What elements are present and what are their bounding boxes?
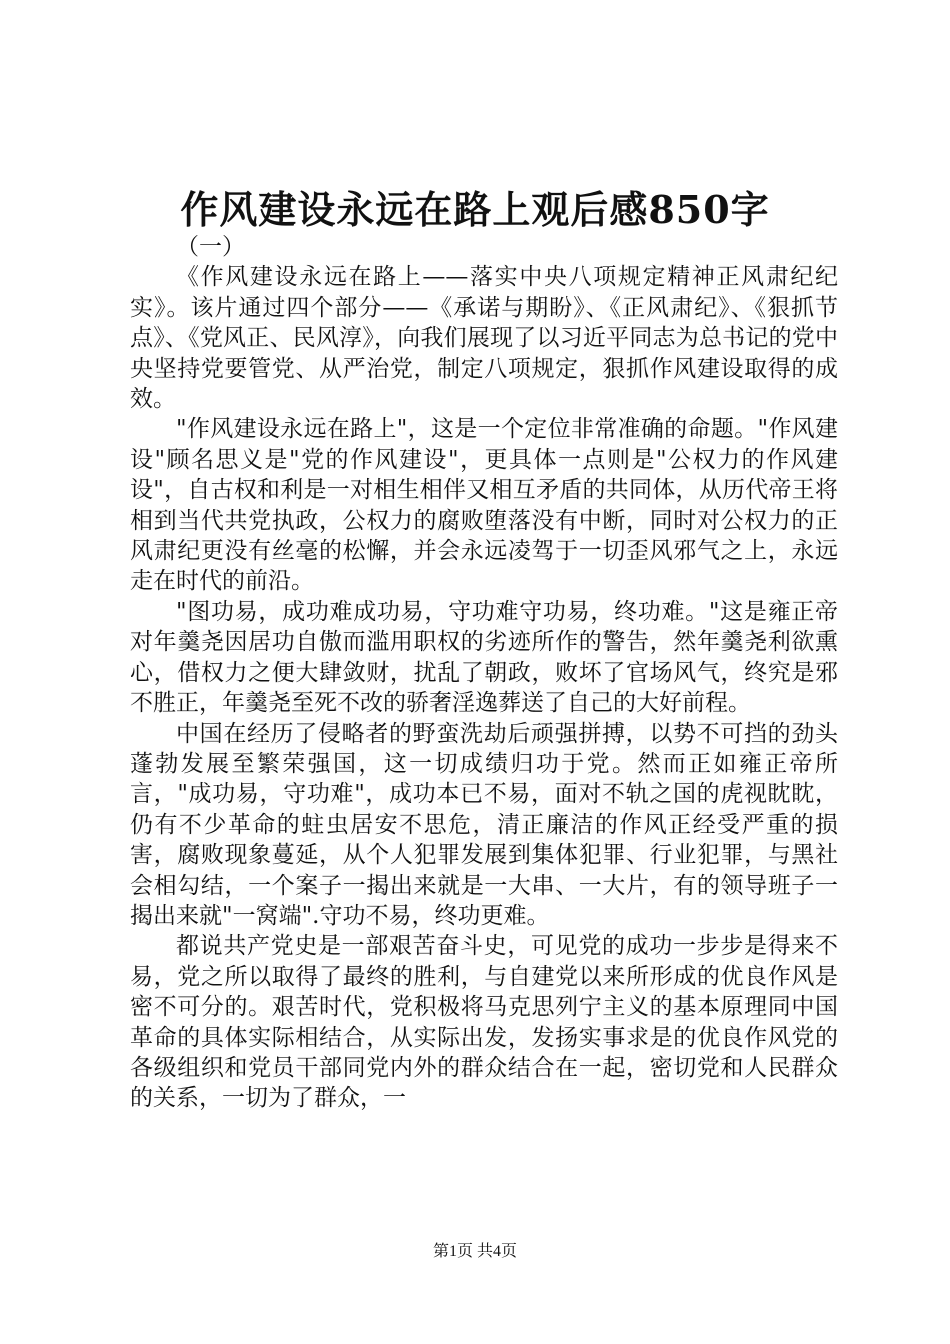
paragraph-5: 都说共产党史是一部艰苦奋斗史，可见党的成功一步步是得来不易，党之所以取得了最终的胜利，与自建党以来所形成的优良作风是密不可分的。艰苦时代，党积极将马克思列宁主义的基本原理同中国革命的具体实际相结合，从实际出发，发扬实事求是的优良作风党的各级组织和党员干部同党内外的群众结合在一起，密切党和人民群众的关系，一切为了群众，一: [130, 933, 838, 1112]
paragraph-3: "图功易，成功难成功易，守功难守功易，终功难。"这是雍正帝对年羹尧因居功自傲而滥用职权的劣迹所作的警告，然年羹尧利欲熏心，借权力之便大肆敛财，扰乱了朝政，败坏了官场风气，终究是邪不胜正，年羹尧至死不改的骄奢淫逸葬送了自己的大好前程。: [130, 598, 838, 717]
document-body: [130, 232, 838, 1114]
paragraph-2: "作风建设永远在路上"，这是一个定位非常准确的命题。"作风建设"顾名思义是"党的作风建设"，更具体一点则是"公权力的作风建设"，自古权和利是一对相生相伴又相互矛盾的共同体，从历代帝王将相到当代共党执政，公权力的腐败堕落没有中断，同时对公权力的正风肃纪更没有丝毫的松懈，并会永远凌驾于一切歪风邪气之上，永远走在时代的前沿。: [130, 416, 838, 595]
document-title: 作风建设永远在路上观后感850字: [180, 187, 770, 232]
paragraph-1: 《作风建设永远在路上——落实中央八项规定精神正风肃纪纪实》。该片通过四个部分——《承诺与期盼》、《正风肃纪》、《狠抓节点》、《党风正、民风淳》，向我们展现了以习近平同志为总书记的党中央坚持党要管党、从严治党，制定八项规定，狠抓作风建设取得的成效。: [130, 264, 838, 413]
section-label: （一）: [176, 234, 245, 260]
page-footer: 第1页 共4页: [432, 1243, 517, 1260]
paragraph-4: 中国在经历了侵略者的野蛮洗劫后顽强拼搏，以势不可挡的劲头蓬勃发展至繁荣强国，这一切成绩归功于党。然而正如雍正帝所言，"成功易，守功难"，成功本已不易，面对不轨之国的虎视眈眈，仍有不少革命的蛀虫居安不思危，清正廉洁的作风正经受严重的损害，腐败现象蔓延，从个人犯罪发展到集体犯罪、行业犯罪，与黑社会相勾结，一个案子一揭出来就是一大串、一大片，有的领导班子一揭出来就"一窝端".守功不易，终功更难。: [130, 720, 838, 929]
